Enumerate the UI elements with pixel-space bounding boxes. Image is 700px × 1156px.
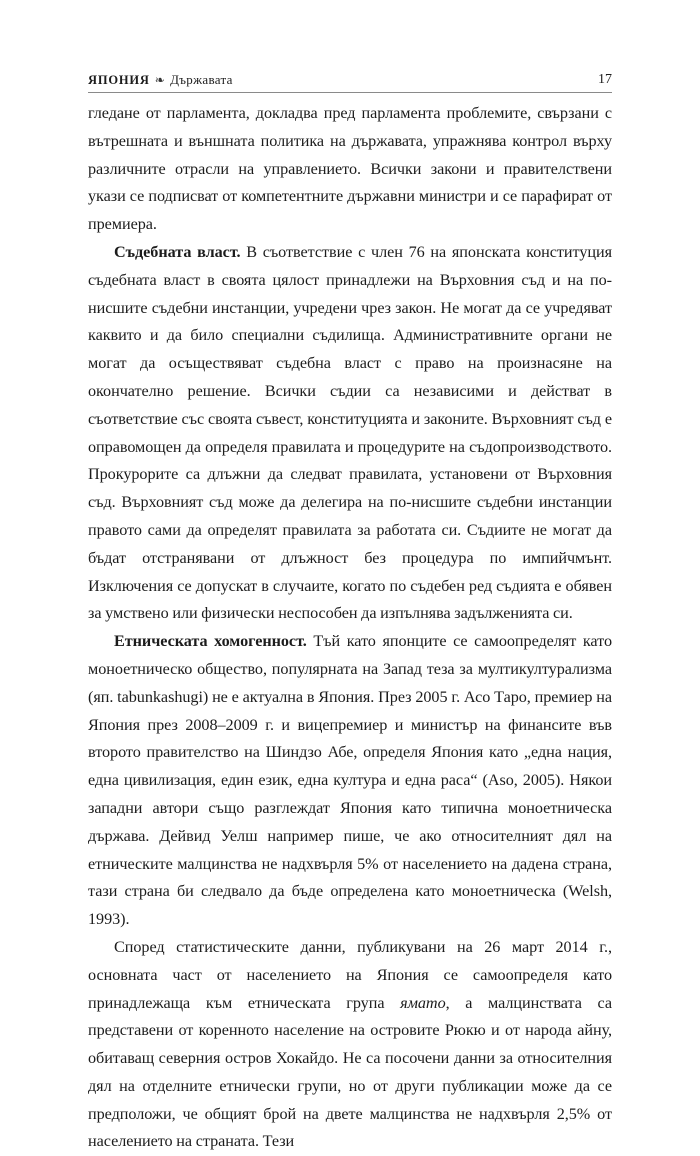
paragraph-text: Тъй като японците се самоопределят като моноетническо общество, популярната на Запад теза за мултикултурализма (яп. tabunkashugi) не е актуална в Япония. През 2005 г. Асо Таро, премиер на Япония през 2008–2009 г. и вицепремиер и министър на финансите във второто правителство на Шиндзо Абе, определя Япония като „една нация, една цивилизация, един език, една култура и една раса“ (Aso, 2005). Някои западни автори също разглеждат Япония като типична моноетническа държава. Дейвид Уелш например пише, че ако относителният дял на етническите малцинства не надхвърля 5% от населението на дадена страна, тази страна би следвало да бъде определена като моноетническа (Welsh, 1993).: [88, 632, 612, 929]
paragraph-statistics: [88, 934, 612, 1156]
paragraph-judicial-power: [88, 239, 612, 628]
paragraph-text: Според статистическите данни, публикувани на 26 март 2014 г., основната част от населението на Япония се самоопределя като принадлежаща към етническата група: [88, 937, 612, 1012]
running-header: [88, 66, 612, 93]
page-number: 17: [598, 72, 612, 87]
body-text: [88, 100, 612, 1156]
paragraph-ethnic-homogeneity: [88, 628, 612, 934]
paragraph-text: гледане от парламента, докладва пред парламента проблемите, свързани с вътрешната и външната политика на държавата, упражнява контрол върху различните отрасли на управлението. Всички закони и правителствени укази се подписват от компетентните държавни министри и се парафират от премиера.: [88, 104, 612, 234]
paragraph-continuation: [88, 100, 612, 239]
running-header-title: [88, 72, 233, 88]
paragraph-text: , а малцинствата са представени от коренното население на островите Рюкю и от народа айну, обитаващ северния остров Хокайдо. Не са посочени данни за относителния дял на отделните етнически групи, но от други публикации може да се предположи, че общият брой на двете малцинства не надхвърля 2,5% от населението на страната. Тези: [88, 993, 612, 1151]
paragraph-heading: Етническата хомогенност.: [114, 632, 307, 651]
paragraph-text: В съответствие с член 76 на японската конституция съдебната власт в своята цялост принадлежи на Върховния съд и на по-нисшите съдебни инстанции, учредени чрез закон. Не могат да се учредяват каквито и да било специални съдилища. Административните органи не могат да осъществяват съдебна власт с право на произнасяне на окончателно решение. Всички съдии са независими и действат в съответствие със своята съвест, конституцията и законите. Върховният съд е оправомощен да определя правилата и процедурите на съдопроизводството. Прокурорите са длъжни да следват правилата, установени от Върховния съд. Върховният съд може да делегира на по-нисшите съдебни инстанции правото сами да определят правилата за работата си. Съдиите не могат да бъдат отстранявани от длъжност без процедура по импийчмънт. Изключения се допускат в случаите, когато по съдебен ред съдията е обявен за умствено или физически неспособен да изпълнява задълженията си.: [88, 242, 612, 623]
book-title: ЯПОНИЯ: [88, 73, 150, 87]
paragraph-heading: Съдебната власт.: [114, 242, 241, 261]
ornament-icon: ❧: [154, 73, 166, 87]
chapter-title: Държавата: [170, 72, 233, 87]
italic-term: ямато: [400, 993, 446, 1012]
